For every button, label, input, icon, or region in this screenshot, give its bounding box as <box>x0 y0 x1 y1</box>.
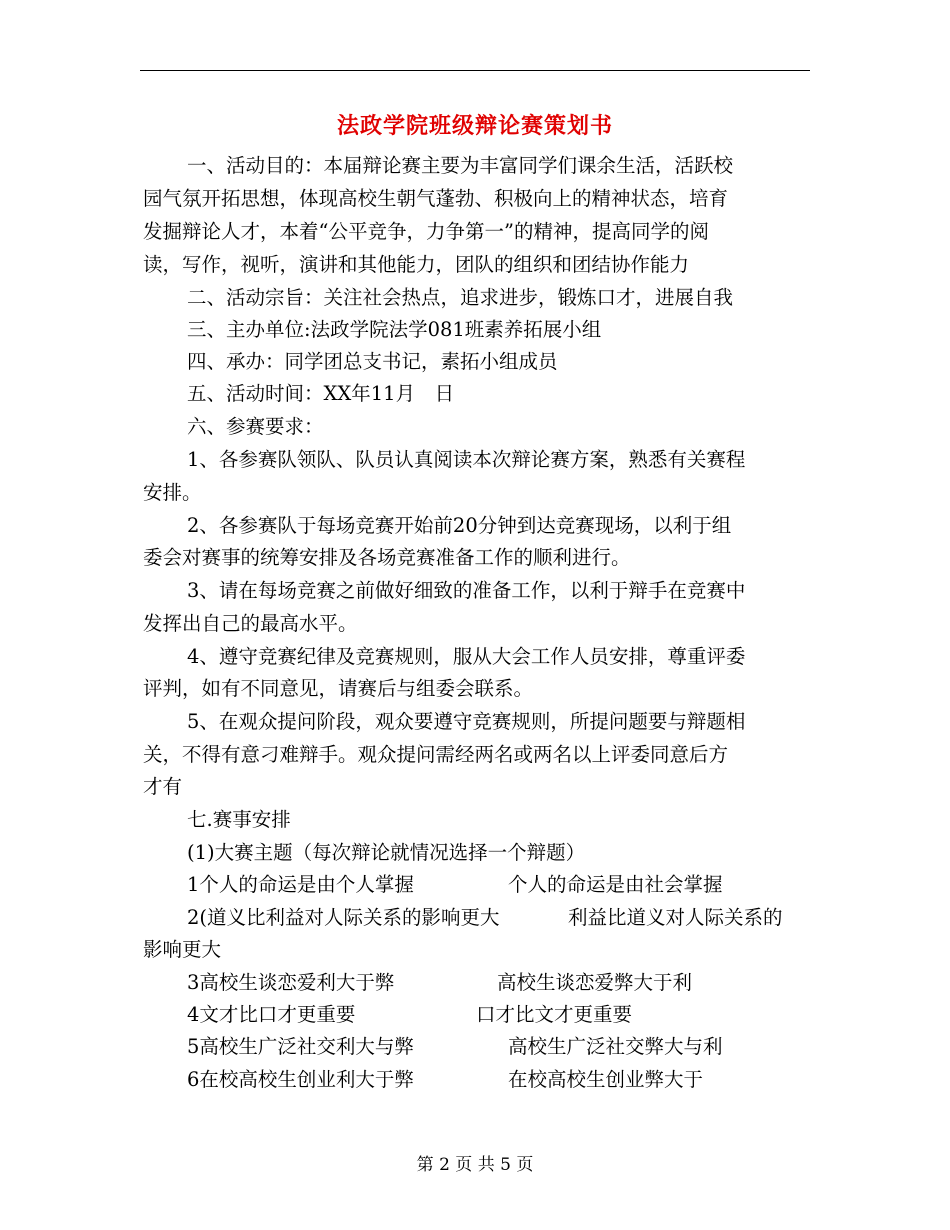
body-line-requirements: 六、参赛要求： <box>187 415 324 438</box>
topic-4-negative: 口才比文才更重要 <box>476 1003 633 1026</box>
topic-1-negative: 个人的命运是由社会掌握 <box>508 873 723 896</box>
topic-4-affirmative: 4文才比口才更重要 <box>187 1003 356 1026</box>
body-line-organizer: 三、主办单位:法政学院法学081班素养拓展小组 <box>187 318 602 341</box>
body-line: 园气氛开拓思想，体现高校生朝气蓬勃、积极向上的精神状态，培育 <box>143 187 729 210</box>
topic-6-affirmative: 6在校高校生创业利大于弊 <box>187 1068 414 1091</box>
topic-2-continued: 影响更大 <box>143 938 222 961</box>
topic-2-negative: 利益比道义对人际关系的 <box>568 906 783 929</box>
document-title: 法政学院班级辩论赛策划书 <box>336 113 613 139</box>
body-line-purpose-aim: 二、活动宗旨：关注社会热点，追求进步，锻炼口才，进展自我 <box>187 286 734 309</box>
page-footer: 第 2 页 共 5 页 <box>416 1155 534 1175</box>
body-line: 安排。 <box>143 481 202 504</box>
body-line-host: 四、承办：同学团总支书记，素拓小组成员 <box>187 350 558 373</box>
body-line: 读，写作，视听，演讲和其他能力，团队的组织和团结协作能力 <box>143 253 690 276</box>
topic-3-negative: 高校生谈恋爱弊大于利 <box>497 971 693 994</box>
body-line: 发掘辩论人才，本着“公平竞争，力争第一”的精神，提高同学的阅 <box>143 220 709 243</box>
body-line-time: 五、活动时间：XX年11月 日 <box>187 382 455 405</box>
body-line: 才有 <box>143 775 183 798</box>
topic-1-affirmative: 1个人的命运是由个人掌握 <box>187 873 414 896</box>
topic-5-negative: 高校生广泛社交弊大与利 <box>508 1035 723 1058</box>
body-line-schedule: 七.赛事安排 <box>187 808 291 831</box>
body-line: 1、各参赛队领队、队员认真阅读本次辩论赛方案，熟悉有关赛程 <box>187 448 746 471</box>
body-line: 5、在观众提问阶段，观众要遵守竞赛规则，所提问题要与辩题相 <box>187 710 746 733</box>
body-line: 4、遵守竞赛纪律及竞赛规则，服从大会工作人员安排，尊重评委 <box>187 645 746 668</box>
topic-3-affirmative: 3高校生谈恋爱利大于弊 <box>187 971 395 994</box>
body-line: 评判，如有不同意见，请赛后与组委会联系。 <box>143 677 534 700</box>
body-line: 2、各参赛队于每场竞赛开始前20分钟到达竞赛现场，以利于组 <box>187 514 732 537</box>
body-line: 3、请在每场竞赛之前做好细致的准备工作，以利于辩手在竞赛中 <box>187 579 746 602</box>
body-line-theme: (1)大赛主题（每次辩论就情况选择一个辩题） <box>187 841 586 864</box>
body-line-purpose: 一、活动目的：本届辩论赛主要为丰富同学们课余生活，活跃校 <box>187 154 734 177</box>
topic-2-affirmative: 2(道义比利益对人际关系的影响更大 <box>187 906 500 929</box>
topic-6-negative: 在校高校生创业弊大于 <box>508 1068 704 1091</box>
header-rule <box>140 70 810 71</box>
topic-5-affirmative: 5高校生广泛社交利大与弊 <box>187 1035 414 1058</box>
body-line: 发挥出自己的最高水平。 <box>143 612 358 635</box>
body-line: 委会对赛事的统筹安排及各场竞赛准备工作的顺利进行。 <box>143 546 631 569</box>
body-line: 关，不得有意刁难辩手。观众提问需经两名或两名以上评委同意后方 <box>143 743 729 766</box>
